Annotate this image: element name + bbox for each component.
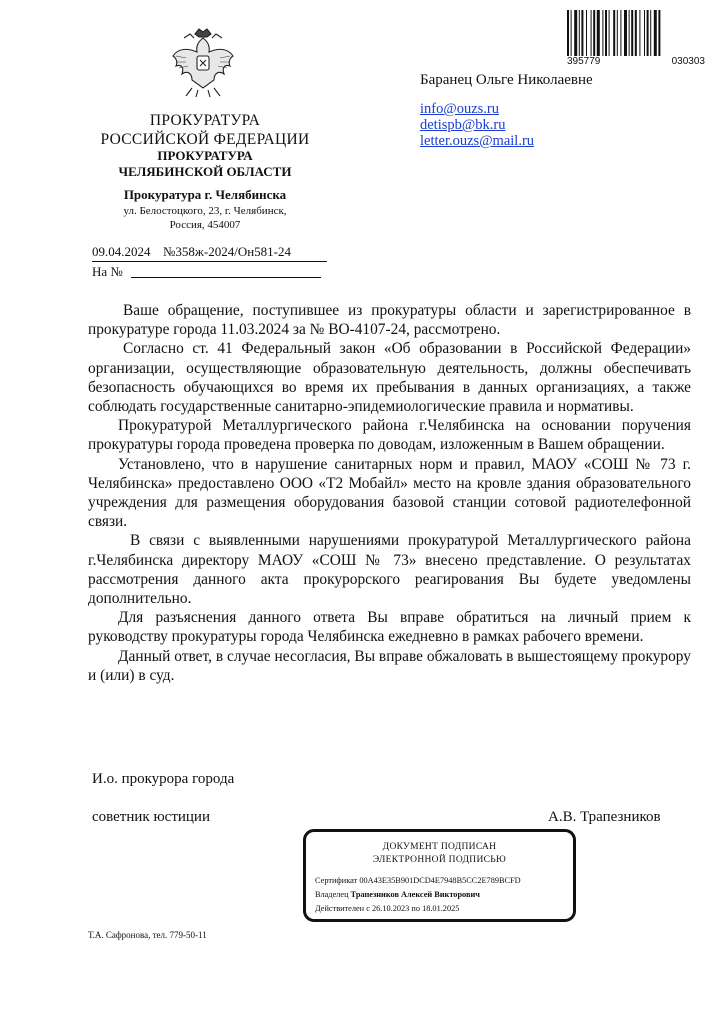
stamp-validity — [315, 904, 459, 913]
paragraph: Для разъяснения данного ответа Вы вправе обратиться на личный прием к руководству прокуратуры города Челябинска ежедневно в рамках рабочего времени. — [88, 609, 691, 646]
signature-rank: советник юстиции — [92, 809, 210, 825]
stamp-heading — [306, 841, 573, 867]
reply-to-blank — [131, 277, 321, 278]
valid-to-label: по — [411, 904, 420, 913]
email-link[interactable]: detispb@bk.ru — [420, 117, 506, 133]
paragraph: Прокуратурой Металлургического района г.Челябинска на основании поручения прокуратуры города проведена проверка по доводам, изложенным в Вашем обращении. — [88, 417, 691, 454]
city-office: Прокуратура г. Челябинска — [123, 187, 287, 202]
paragraph: Установлено, что в нарушение санитарных норм и правил, МАОУ «СОШ № 73 г. Челябинска» предоставлено ООО «Т2 Мобайл» место на кровле здания образовательного учреждения для размещения оборудования базовой станции сотовой радиотелефонной связи. — [88, 455, 691, 531]
stamp-heading-line2: ЭЛЕКТРОННОЙ ПОДПИСЬЮ — [372, 855, 507, 865]
address-line1: ул. Белостоцкого, 23, г. Челябинск, — [123, 205, 287, 217]
stamp-heading-line1: ДОКУМЕНТ ПОДПИСАН — [382, 842, 497, 852]
paragraph: Данный ответ, в случае несогласия, Вы вправе обжаловать в вышестоящему прокурору и (или) в суд. — [88, 647, 691, 684]
stamp-certificate — [315, 876, 521, 885]
certificate-value: 00A43E35B901DCD4E7948B5CC2E789BCFD — [359, 876, 521, 885]
signature-title: И.о. прокурора города — [92, 771, 235, 787]
reply-to-label: На № — [92, 264, 123, 279]
valid-to: 18.01.2025 — [422, 904, 460, 913]
barcode-left-number: 395779 — [567, 56, 601, 67]
regional-line1: ПРОКУРАТУРА — [157, 148, 253, 163]
recipient-name: Баранец Ольге Николаевне — [420, 72, 593, 88]
address-line2: Россия, 454007 — [169, 219, 241, 231]
org-line2: РОССИЙСКОЙ ФЕДЕРАЦИИ — [100, 131, 310, 148]
barcode-numbers — [567, 56, 705, 67]
reg-date: 09.04.2024 — [92, 244, 151, 259]
letter-body — [88, 301, 691, 685]
certificate-label: Сертификат — [315, 876, 358, 885]
email-link[interactable]: info@ouzs.ru — [420, 101, 499, 117]
barcode-icon — [567, 10, 705, 56]
address — [80, 204, 330, 232]
valid-label: Действителен с — [315, 904, 370, 913]
barcode-right-number: 030303 — [671, 56, 705, 67]
coat-of-arms-icon — [170, 26, 236, 98]
recipient-emails — [420, 101, 534, 149]
owner-label: Владелец — [315, 890, 349, 899]
valid-from: 26.10.2023 — [371, 904, 410, 913]
e-signature-stamp — [303, 829, 576, 922]
executor-info: Т.А. Сафронова, тел. 779-50-11 — [88, 930, 207, 940]
stamp-owner — [315, 890, 480, 899]
org-name — [80, 111, 330, 149]
regional-org-name — [80, 148, 330, 180]
paragraph: Ваше обращение, поступившее из прокуратуры области и зарегистрированное в прокуратуре города 11.03.2024 за № ВО-4107-24, рассмотрено. — [88, 302, 691, 339]
paragraph: Согласно ст. 41 Федеральный закон «Об образовании в Российской Федерации» организации, осуществляющие образовательную деятельность, должны обеспечивать безопасность обучающихся во время их пребывания в данных организациях, а также соблюдать государственные санитарно-эпидемиологические правила и нормативы. — [88, 340, 691, 416]
org-line1: ПРОКУРАТУРА — [149, 112, 261, 129]
registration-line — [92, 244, 327, 262]
reg-number: №358ж-2024/Он581-24 — [163, 244, 292, 259]
owner-value: Трапезников Алексей Викторович — [350, 890, 480, 899]
regional-line2: ЧЕЛЯБИНСКОЙ ОБЛАСТИ — [118, 164, 292, 179]
paragraph: В связи с выявленными нарушениями прокуратурой Металлургического района г.Челябинска директору МАОУ «СОШ № 73» внесено представление. О результатах рассмотрения данного акта прокурорского реагирования Вы будете уведомлены дополнительно. — [88, 532, 691, 608]
signature-name: А.В. Трапезников — [548, 809, 661, 825]
email-link[interactable]: letter.ouzs@mail.ru — [420, 133, 535, 149]
